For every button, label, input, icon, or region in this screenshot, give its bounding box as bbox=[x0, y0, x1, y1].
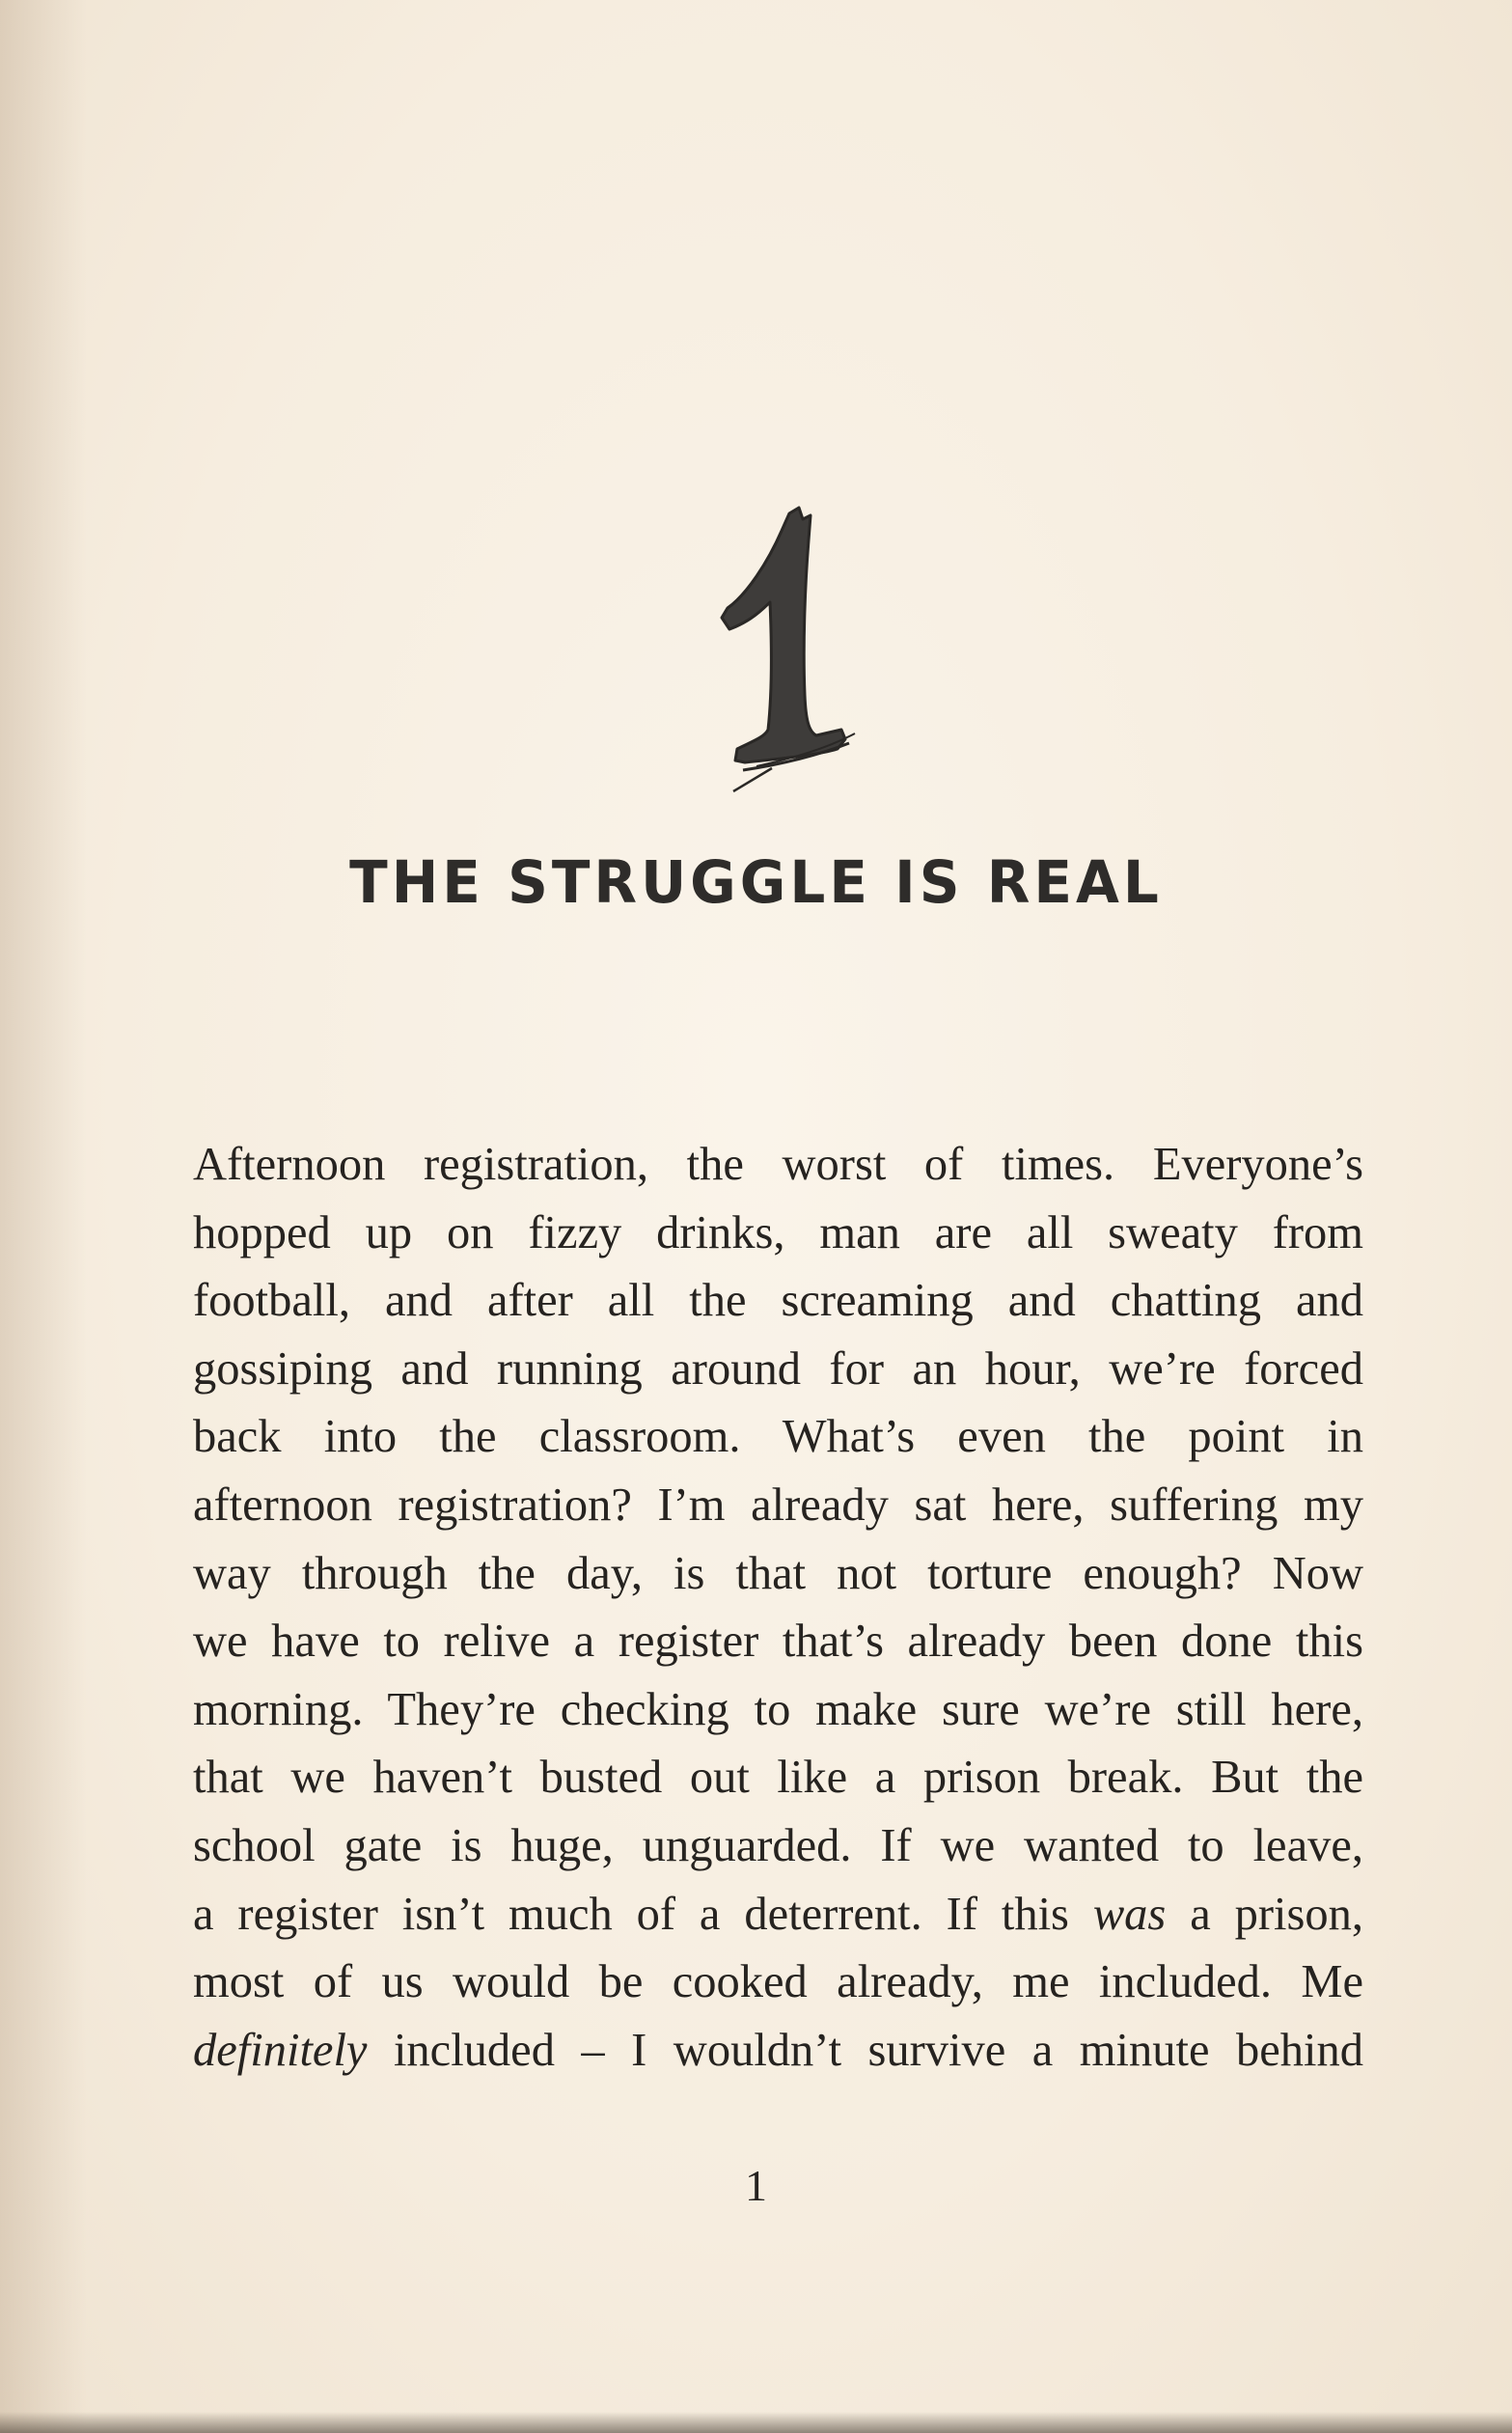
body-line bbox=[193, 2017, 1363, 2086]
body-line: we have to relive a register that’s already been done this bbox=[193, 1616, 1363, 1668]
body-text-run: a prison, bbox=[1166, 1888, 1363, 1940]
italic-emphasis: was bbox=[1092, 1888, 1167, 1940]
body-line: that we haven’t busted out like a prison break. But the bbox=[193, 1752, 1363, 1804]
page-bottom-edge bbox=[0, 2412, 1512, 2433]
body-line: afternoon registration? I’m already sat here, suffering my bbox=[193, 1479, 1363, 1531]
body-text-run: included – I wouldn’t survive a minute behind bbox=[367, 2024, 1363, 2076]
body-line: gossiping and running around for an hour, we’re forced bbox=[193, 1342, 1363, 1395]
body-line: hopped up on fizzy drinks, man are all sweaty from bbox=[193, 1206, 1363, 1258]
body-line: back into the classroom. What’s even the point in bbox=[193, 1411, 1363, 1463]
body-text-run: a register isn’t much of a deterrent. If this bbox=[193, 1888, 1093, 1940]
page-gutter-shadow bbox=[0, 0, 87, 2433]
body-line: school gate is huge, unguarded. If we wanted to leave, bbox=[193, 1819, 1363, 1871]
body-line: morning. They’re checking to make sure we’re still here, bbox=[193, 1683, 1363, 1735]
chapter-title: THE STRUGGLE IS REAL bbox=[349, 847, 1163, 917]
body-line: most of us would be cooked already, me included. Me bbox=[193, 1956, 1363, 2008]
chapter-number-graphic bbox=[675, 502, 888, 801]
body-line: Afternoon registration, the worst of times. Everyone’s bbox=[193, 1139, 1363, 1190]
body-line: football, and after all the screaming and chatting and bbox=[193, 1275, 1363, 1327]
chapter-body-text bbox=[193, 1131, 1363, 2085]
italic-emphasis: definitely bbox=[193, 2024, 368, 2076]
body-line: way through the day, is that not torture enough? Now bbox=[193, 1547, 1363, 1599]
body-line bbox=[193, 1881, 1363, 1949]
page-number: 1 bbox=[745, 2161, 767, 2210]
